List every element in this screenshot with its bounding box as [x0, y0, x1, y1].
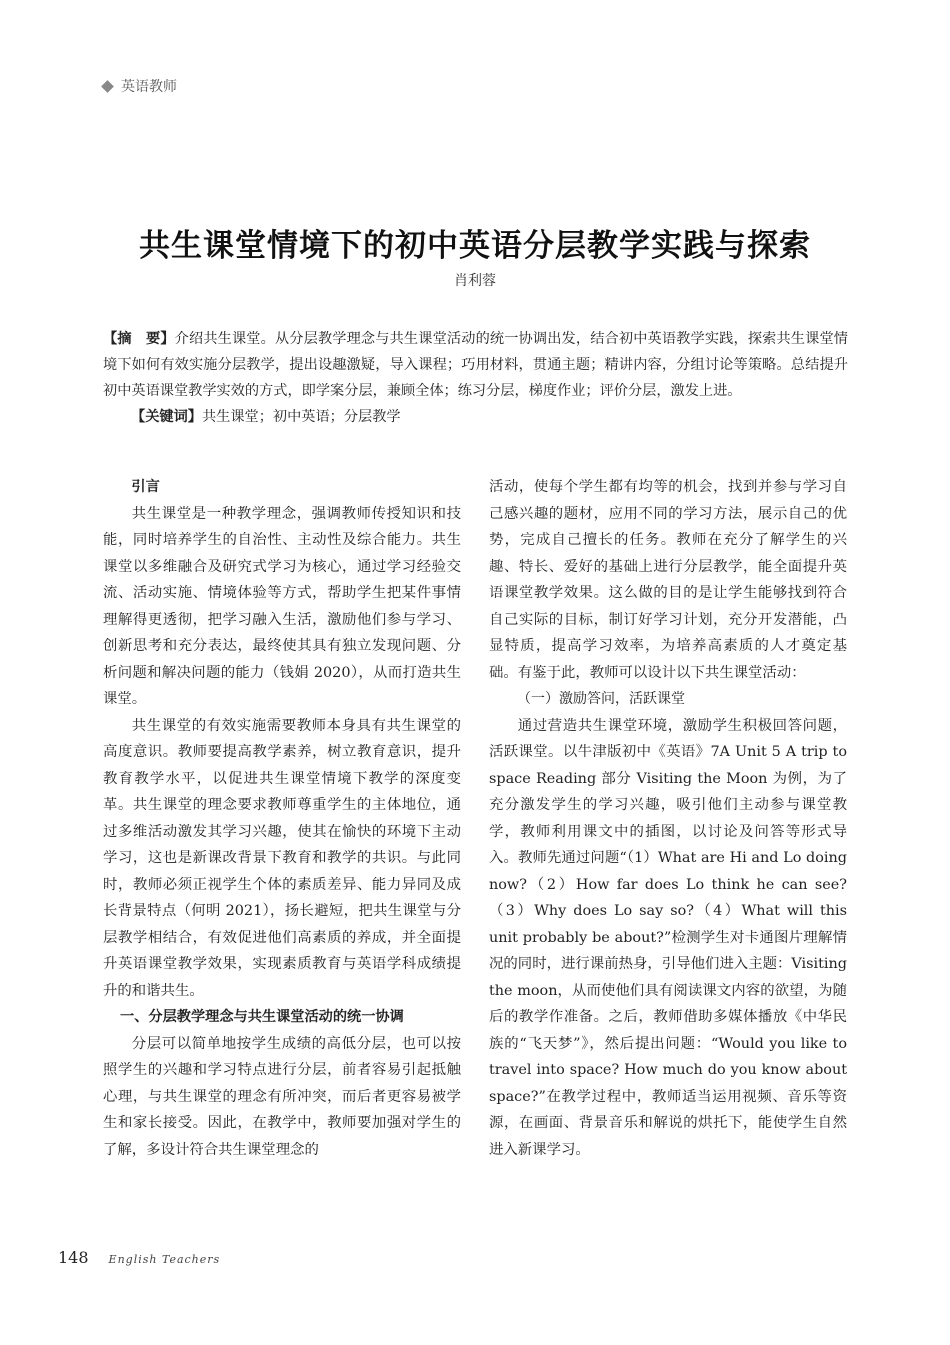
diamond-icon [101, 80, 114, 93]
running-header [103, 76, 177, 96]
page-footer [58, 1248, 220, 1267]
paragraph: 共生课堂是一种教学理念，强调教师传授知识和技能，同时培养学生的自治性、主动性及综合能力。共生课堂以多维融合及研究式学习为核心，通过学习经验交流、活动实施、情境体验等方式，帮助学生把某件事情理解得更透彻，把学习融入生活，激励他们参与学习、创新思考和充分表达，最终使其具有独立发现问题、分析问题和解决问题的能力（钱娟 2020），从而打造共生课堂。 [103, 505, 461, 707]
section-heading: 一、分层教学理念与共生课堂活动的统一协调 [120, 1009, 404, 1025]
keywords-text: 共生课堂；初中英语；分层教学 [201, 409, 401, 425]
paragraph: 通过营造共生课堂环境，激励学生积极回答问题，活跃课堂。以牛津版初中《英语》7A Unit 5 A trip to space Reading 部分 Visiting the Moon 为例，为了充分激发学生的学习兴趣，吸引他们主动参与课堂教学，教师利用课文中的插图，以讨论及问答等形式导入。教师先通过问题“（1）What are Hi and Lo doing now?（2）How far does Lo think he can see?（3）Why does Lo say so?（4）What will this unit probably be about?”检测学生对卡通图片理解情况的同时，进行课前热身，引导他们进入主题：Visiting the moon，从而使他们具有阅读课文内容的欲望，为随后的教学作准备。之后，教师借助多媒体播放《中华民族的“飞天梦”》，然后提出问题：“Would you like to travel into space? How much do you know about space?”在教学过程中，教师适当运用视频、音乐等资源，在画面、背景音乐和解说的烘托下，能使学生自然进入新课学习。 [489, 717, 847, 1158]
abstract-label: 【摘 要】 [103, 331, 175, 347]
section-name: 英语教师 [121, 79, 177, 95]
intro-heading: 引言 [131, 479, 160, 495]
paragraph: 共生课堂的有效实施需要教师本身具有共生课堂的高度意识。教师要提高教学素养，树立教育意识，提升教育教学水平，以促进共生课堂情境下教学的深度变革。共生课堂的理念要求教师尊重学生的主体地位，通过多维活动激发其学习兴趣，使其在愉快的环境下主动学习，这也是新课改背景下教育和教学的共识。与此同时，教师必须正视学生个体的素质差异、能力异同及成长背景特点（何明 2021），扬长避短，把共生课堂与分层教学相结合，有效促进他们高素质的养成，并全面提升英语课堂教学效果，实现素质教育与英语学科成绩提升的和谐共生。 [103, 717, 461, 999]
journal-name: English Teachers [108, 1253, 221, 1266]
paragraph: 分层可以简单地按学生成绩的高低分层，也可以按照学生的兴趣和学习特点进行分层，前者容易引起抵触心理，与共生课堂的理念有所冲突，而后者更容易被学生和家长接受。因此，在教学中，教师要加强对学生的了解，多设计符合共生课堂理念的 [103, 1035, 461, 1158]
right-column [489, 474, 847, 1163]
subsection-heading: （一）激励答问，活跃课堂 [517, 691, 685, 707]
left-column [103, 474, 461, 1163]
abstract-block [103, 326, 848, 430]
keywords-label: 【关键词】 [131, 409, 202, 425]
keywords-line [103, 404, 848, 430]
abstract-text: 介绍共生课堂。从分层教学理念与共生课堂活动的统一协调出发，结合初中英语教学实践，探索共生课堂情境下如何有效实施分层教学，提出设趣激疑，导入课程；巧用材料，贯通主题；精讲内容，分组讨论等策略。总结提升初中英语课堂教学实效的方式，即学案分层，兼顾全体；练习分层，梯度作业；评价分层，激发上进。 [103, 331, 848, 399]
paragraph: 活动，使每个学生都有均等的机会，找到并参与学习自己感兴趣的题材，应用不同的学习方法，展示自己的优势，完成自己擅长的任务。教师在充分了解学生的兴趣、特长、爱好的基础上进行分层教学，能全面提升英语课堂教学效果。这么做的目的是让学生能够找到符合自己实际的目标，制订好学习计划，充分开发潜能，凸显特质，提高学习效率，为培养高素质的人才奠定基础。有鉴于此，教师可以设计以下共生课堂活动： [489, 479, 847, 681]
article-author: 肖利蓉 [454, 273, 496, 289]
article-title: 共生课堂情境下的初中英语分层教学实践与探索 [139, 228, 811, 264]
page-number: 148 [58, 1248, 89, 1267]
